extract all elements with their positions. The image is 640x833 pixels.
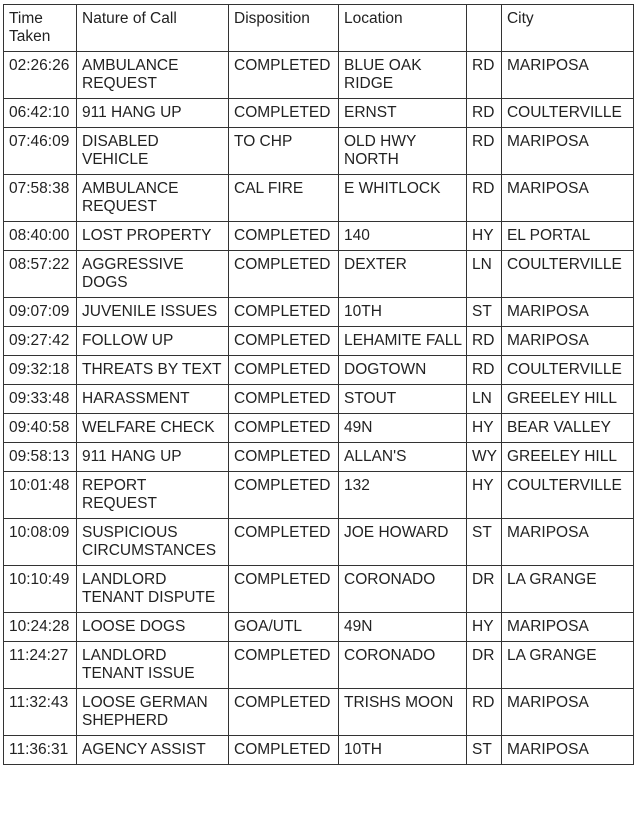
cell-street-type: RD — [467, 175, 502, 222]
cell-city: MARIPOSA — [501, 175, 633, 222]
table-row — [4, 327, 634, 356]
cell-street-type: RD — [467, 99, 502, 128]
cell-city: MARIPOSA — [501, 613, 633, 642]
cell-time-taken: 02:26:26 — [4, 52, 77, 99]
cell-time-taken: 06:42:10 — [4, 99, 77, 128]
cell-disposition: COMPLETED — [229, 689, 339, 736]
cell-location: 49N — [339, 414, 467, 443]
cell-time-taken: 09:27:42 — [4, 327, 77, 356]
cell-street-type: RD — [467, 356, 502, 385]
cell-time-taken: 10:24:28 — [4, 613, 77, 642]
cell-nature-of-call: AMBULANCE REQUEST — [77, 175, 229, 222]
cell-location: JOE HOWARD — [339, 519, 467, 566]
cell-street-type: HY — [467, 222, 502, 251]
table-row — [4, 689, 634, 736]
cell-disposition: COMPLETED — [229, 472, 339, 519]
table-row — [4, 222, 634, 251]
cell-time-taken: 08:57:22 — [4, 251, 77, 298]
cell-city: LA GRANGE — [501, 566, 633, 613]
cell-street-type: WY — [467, 443, 502, 472]
header-location: Location — [339, 5, 467, 52]
cell-city: BEAR VALLEY — [501, 414, 633, 443]
cell-nature-of-call: LANDLORD TENANT DISPUTE — [77, 566, 229, 613]
cell-nature-of-call: AGGRESSIVE DOGS — [77, 251, 229, 298]
cell-city: GREELEY HILL — [501, 443, 633, 472]
cell-nature-of-call: THREATS BY TEXT — [77, 356, 229, 385]
cell-location: ALLAN'S — [339, 443, 467, 472]
cell-time-taken: 09:32:18 — [4, 356, 77, 385]
header-row — [4, 5, 634, 52]
cell-nature-of-call: LANDLORD TENANT ISSUE — [77, 642, 229, 689]
cell-time-taken: 09:33:48 — [4, 385, 77, 414]
table-row — [4, 443, 634, 472]
cell-nature-of-call: HARASSMENT — [77, 385, 229, 414]
cell-city: MARIPOSA — [501, 519, 633, 566]
cell-location: E WHITLOCK — [339, 175, 467, 222]
cell-street-type: ST — [467, 736, 502, 765]
cell-nature-of-call: JUVENILE ISSUES — [77, 298, 229, 327]
cell-city: MARIPOSA — [501, 327, 633, 356]
table-row — [4, 251, 634, 298]
cell-location: STOUT — [339, 385, 467, 414]
cell-city: MARIPOSA — [501, 298, 633, 327]
header-city: City — [501, 5, 633, 52]
cell-time-taken: 09:58:13 — [4, 443, 77, 472]
cell-location: DEXTER — [339, 251, 467, 298]
table-row — [4, 99, 634, 128]
table-row — [4, 472, 634, 519]
header-nature-of-call: Nature of Call — [77, 5, 229, 52]
cell-time-taken: 10:08:09 — [4, 519, 77, 566]
cell-city: COULTERVILLE — [501, 356, 633, 385]
cell-location: BLUE OAK RIDGE — [339, 52, 467, 99]
cell-disposition: COMPLETED — [229, 99, 339, 128]
cell-city: COULTERVILLE — [501, 99, 633, 128]
cell-street-type: ST — [467, 298, 502, 327]
cell-disposition: COMPLETED — [229, 356, 339, 385]
cell-disposition: COMPLETED — [229, 736, 339, 765]
cell-disposition: COMPLETED — [229, 443, 339, 472]
cell-location: CORONADO — [339, 566, 467, 613]
cell-time-taken: 08:40:00 — [4, 222, 77, 251]
cell-time-taken: 10:01:48 — [4, 472, 77, 519]
cell-city: EL PORTAL — [501, 222, 633, 251]
cell-location: 132 — [339, 472, 467, 519]
cell-street-type: RD — [467, 689, 502, 736]
cell-disposition: COMPLETED — [229, 519, 339, 566]
cell-disposition: COMPLETED — [229, 385, 339, 414]
table-row — [4, 385, 634, 414]
cell-disposition: TO CHP — [229, 128, 339, 175]
cell-location: 49N — [339, 613, 467, 642]
header-disposition: Disposition — [229, 5, 339, 52]
cell-location: CORONADO — [339, 642, 467, 689]
cell-disposition: COMPLETED — [229, 251, 339, 298]
cell-disposition: COMPLETED — [229, 642, 339, 689]
cell-location: TRISHS MOON — [339, 689, 467, 736]
cell-city: LA GRANGE — [501, 642, 633, 689]
cell-city: MARIPOSA — [501, 736, 633, 765]
cell-location: OLD HWY NORTH — [339, 128, 467, 175]
cell-nature-of-call: 911 HANG UP — [77, 443, 229, 472]
cell-city: GREELEY HILL — [501, 385, 633, 414]
cell-street-type: RD — [467, 52, 502, 99]
cell-nature-of-call: DISABLED VEHICLE — [77, 128, 229, 175]
header-street-type — [467, 5, 502, 52]
cell-street-type: RD — [467, 327, 502, 356]
cell-city: MARIPOSA — [501, 128, 633, 175]
table-row — [4, 642, 634, 689]
cell-time-taken: 09:07:09 — [4, 298, 77, 327]
cell-location: DOGTOWN — [339, 356, 467, 385]
cell-street-type: LN — [467, 385, 502, 414]
cell-location: LEHAMITE FALL — [339, 327, 467, 356]
cell-street-type: DR — [467, 566, 502, 613]
cell-location: 140 — [339, 222, 467, 251]
table-body — [4, 52, 634, 765]
cell-time-taken: 07:46:09 — [4, 128, 77, 175]
cell-disposition: COMPLETED — [229, 414, 339, 443]
cell-nature-of-call: AMBULANCE REQUEST — [77, 52, 229, 99]
cell-city: MARIPOSA — [501, 689, 633, 736]
table-row — [4, 414, 634, 443]
cell-time-taken: 11:32:43 — [4, 689, 77, 736]
cell-street-type: RD — [467, 128, 502, 175]
cell-location: ERNST — [339, 99, 467, 128]
table-row — [4, 128, 634, 175]
cell-nature-of-call: WELFARE CHECK — [77, 414, 229, 443]
cell-disposition: CAL FIRE — [229, 175, 339, 222]
cell-disposition: GOA/UTL — [229, 613, 339, 642]
cell-street-type: ST — [467, 519, 502, 566]
cell-disposition: COMPLETED — [229, 298, 339, 327]
cell-location: 10TH — [339, 298, 467, 327]
cell-city: MARIPOSA — [501, 52, 633, 99]
table-row — [4, 613, 634, 642]
call-log-table — [3, 4, 634, 765]
cell-time-taken: 09:40:58 — [4, 414, 77, 443]
cell-street-type: HY — [467, 414, 502, 443]
cell-disposition: COMPLETED — [229, 566, 339, 613]
cell-nature-of-call: LOOSE DOGS — [77, 613, 229, 642]
table-row — [4, 298, 634, 327]
cell-location: 10TH — [339, 736, 467, 765]
cell-nature-of-call: LOOSE GERMAN SHEPHERD — [77, 689, 229, 736]
table-row — [4, 519, 634, 566]
cell-city: COULTERVILLE — [501, 251, 633, 298]
cell-time-taken: 07:58:38 — [4, 175, 77, 222]
cell-time-taken: 11:36:31 — [4, 736, 77, 765]
cell-nature-of-call: FOLLOW UP — [77, 327, 229, 356]
cell-nature-of-call: REPORT REQUEST — [77, 472, 229, 519]
table-row — [4, 736, 634, 765]
cell-city: COULTERVILLE — [501, 472, 633, 519]
cell-street-type: LN — [467, 251, 502, 298]
table-row — [4, 175, 634, 222]
table-row — [4, 52, 634, 99]
cell-disposition: COMPLETED — [229, 52, 339, 99]
cell-street-type: HY — [467, 613, 502, 642]
cell-time-taken: 10:10:49 — [4, 566, 77, 613]
cell-street-type: HY — [467, 472, 502, 519]
cell-nature-of-call: LOST PROPERTY — [77, 222, 229, 251]
cell-time-taken: 11:24:27 — [4, 642, 77, 689]
table-row — [4, 566, 634, 613]
table-row — [4, 356, 634, 385]
cell-disposition: COMPLETED — [229, 222, 339, 251]
cell-street-type: DR — [467, 642, 502, 689]
cell-nature-of-call: 911 HANG UP — [77, 99, 229, 128]
cell-nature-of-call: SUSPICIOUS CIRCUMSTANCES — [77, 519, 229, 566]
cell-nature-of-call: AGENCY ASSIST — [77, 736, 229, 765]
cell-disposition: COMPLETED — [229, 327, 339, 356]
header-time-taken: Time Taken — [4, 5, 77, 52]
